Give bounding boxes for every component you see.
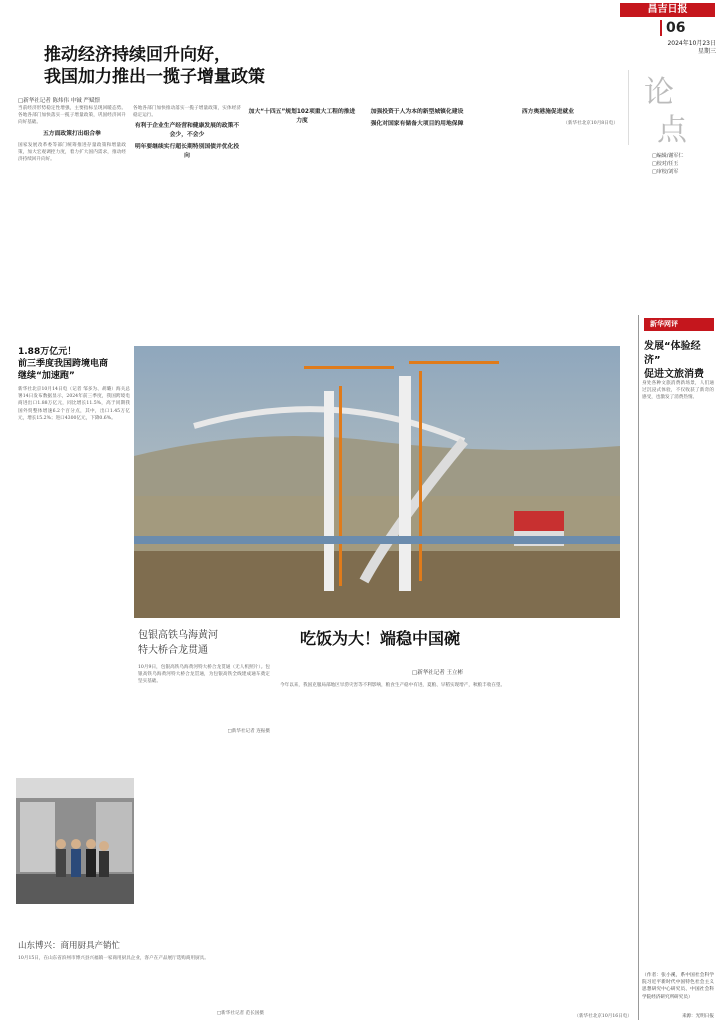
main-col1-filler: 国家发展改革委等部门统筹推进存量政策和增量政策，加大宏观调控力度，着力扩大国内需求，推动经济持续回升向好。 [18, 142, 126, 163]
ecommerce-body: 新华社北京10月14日电（记者 邹多为、胡璐）海关总署14日发布数据显示，2024年前三季度，我国跨境电商进出口1.88万亿元，同比增长11.5%，高于同期我国外贸整体增速6.2个百分点，其中，出口1.45万亿元，增长15.2%；进口4300亿元，下降0.6%。 [18, 387, 130, 421]
grain-text: 今年以来，我国克服局部地区旱涝灾害等不利影响，粮食生产稳中有进，夏粮、早稻实现增产，秋粮丰收在望。 [280, 683, 506, 688]
main-sub2: 有利于企业生产经营和健康发展的政策不会少，不会少 [134, 123, 240, 139]
main-article-body [18, 105, 620, 341]
main-sub5: 加强投资于人为本的新型城镇化建设 [370, 109, 464, 115]
review-text: 身处各种文旅消费新场景，人们通过沉浸式体验，不仅收获了新奇的感受，也激发了消费热情。 [642, 381, 714, 401]
main-headline [44, 44, 265, 88]
grain-headline: 吃饭为大！端稳中国碗 [300, 629, 461, 648]
main-sub6: 强化对国家有储备大项目的用地保障 [370, 121, 464, 127]
staff-list [652, 152, 683, 176]
review-title-line2: 促进文旅消费 [644, 369, 704, 380]
review-body [642, 380, 714, 970]
weekday-text: 星期三 [697, 48, 716, 55]
section-logo [628, 70, 713, 145]
main-col2-text: 各地各部门加快推动落实一揽子增量政策，实体经济稳定运行。 [133, 106, 241, 119]
page-number: 06 [660, 20, 685, 36]
grain-foot: （新华社北京10月16日电） [574, 1014, 632, 1019]
main-sub7: 西方奥港施促进就业 [521, 109, 575, 115]
svg-text:论: 论 [644, 75, 674, 110]
main-sub3: 加大“十四五”规划102项重大工程的推进力度 [248, 109, 356, 124]
review-foot: （作者：张小溪，系中国社会科学院习近平新时代中国特色社会主义思想研究中心研究员、中国社会科学院经济研究所研究员） [642, 973, 714, 1000]
ecommerce-headline-num: 1.88万亿元！ [18, 347, 77, 357]
shandong-credit: □新华社记者 范长国摄 [216, 1011, 264, 1016]
staff-check: □审校/刘军 [652, 169, 679, 175]
main-headline-line1: 推动经济持续回升向好， [44, 45, 231, 65]
bridge-photo [134, 346, 620, 618]
ecommerce-headline [18, 346, 128, 382]
ecommerce-headline-line1: 前三季度我国跨境电商 [18, 359, 109, 369]
bridge-caption-line2: 特大桥合龙贯通 [138, 645, 208, 656]
main-col-2 [133, 105, 241, 341]
main-sub4: 明年要继续实行超长期特别国债并优化投向 [134, 144, 240, 160]
review-source: 来源：光明日报 [681, 1014, 714, 1019]
ecommerce-headline-line2: 继续“加速跑” [18, 371, 75, 381]
column-divider [638, 315, 639, 1020]
review-title [644, 340, 716, 382]
main-byline: □新华社记者 陈炜伟 申铖 严赋憬 [18, 98, 100, 104]
review-title-line1: 发展“体验经济” [644, 341, 701, 366]
staff-editor: □编辑/谢军仁 [652, 153, 684, 159]
bridge-caption-line1: 包银高铁乌海黄河 [138, 630, 218, 641]
main-col-5 [478, 105, 618, 341]
main-headline-line2: 我国加力推出一揽子增量政策 [44, 67, 265, 87]
main-intro: 当前经济形势稳定性增强，主要指标呈现回暖态势。各地各部门加快落实一揽子增量政策，巩固经济回升向好基础。 [18, 106, 126, 126]
review-tag: 新华网评 [644, 318, 714, 331]
bridge-caption-credit: □新华社记者 连振摄 [227, 729, 270, 734]
bridge-caption-title [138, 628, 270, 658]
main-sub1: 五方面政策打出组合拳 [43, 130, 101, 137]
shandong-body: 10月15日，在山东省滨州市博兴县兴福镇一家商用厨具企业，客户在产品展厅选购商用厨具。 [18, 956, 209, 961]
main-col-3 [248, 105, 356, 341]
masthead: 昌吉日报 [620, 3, 715, 17]
grain-byline: □新华社记者 王立彬 [412, 670, 463, 676]
shandong-photo [16, 778, 134, 904]
date-text: 2024年10月23日 [667, 40, 716, 47]
staff-review: □校对/任玉 [652, 161, 679, 167]
shandong-title: 山东博兴：商用厨具产销忙 [18, 941, 121, 951]
main-col-4 [363, 105, 471, 341]
svg-text:点: 点 [657, 113, 687, 145]
issue-date [626, 40, 716, 56]
main-foot: （新华社北京10月8日电） [563, 121, 618, 126]
grain-body [280, 682, 630, 1002]
main-col-1 [18, 105, 126, 341]
bridge-caption-body: 10月9日，包银高铁乌海黄河特大桥合龙贯通（无人机照片）。包银高铁乌海黄河特大桥合龙贯通，为包银高铁全线建成通车奠定坚实基础。 [138, 665, 270, 685]
